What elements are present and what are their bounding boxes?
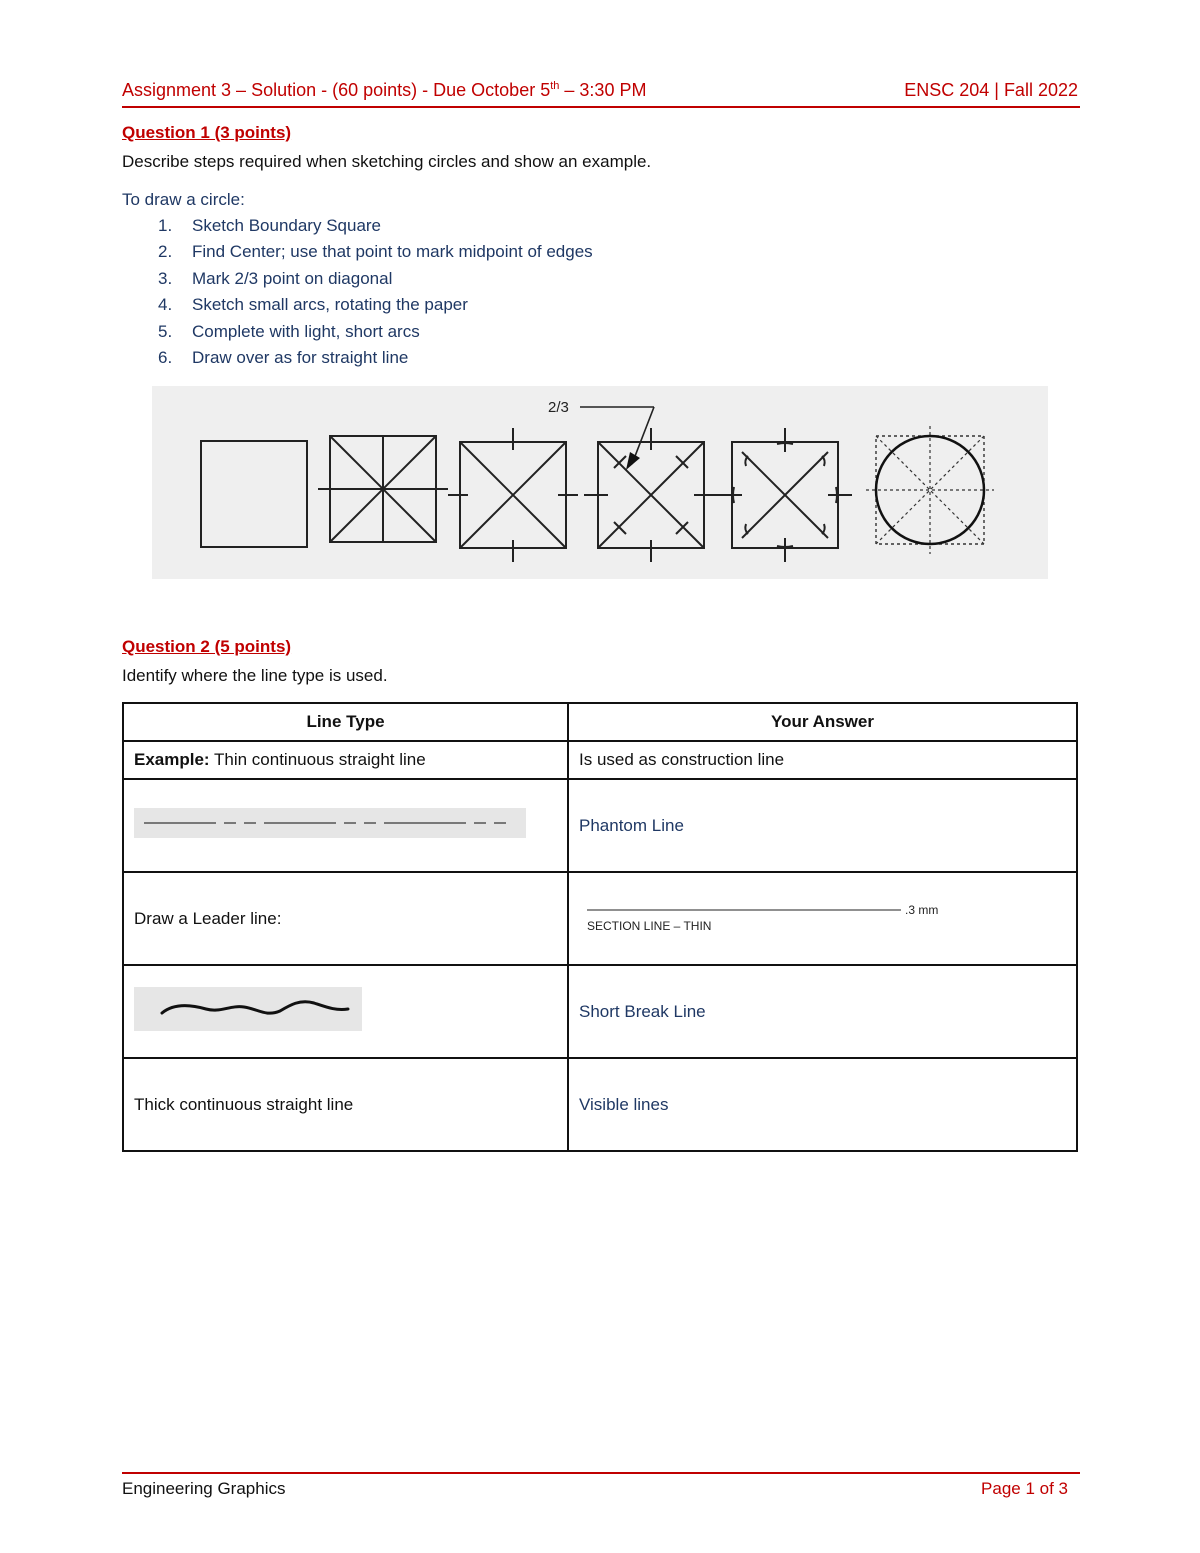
header-rule (122, 106, 1080, 108)
footer-page-number: Page 1 of 3 (981, 1479, 1068, 1498)
list-item (150, 348, 593, 374)
q1-title: Question 1 (3 points) (122, 123, 292, 142)
q1-description: Describe steps required when sketching circles and show an example. (122, 152, 652, 171)
section-line-dimension: .3 mm (905, 903, 939, 917)
footer-rule (122, 1472, 1080, 1474)
q1-intro: To draw a circle: (122, 190, 245, 209)
step-number: 1. (158, 216, 173, 235)
q2-title: Question 2 (5 points) (122, 637, 292, 656)
example-label: Example: (134, 750, 210, 769)
phantom-line-sample (134, 808, 526, 838)
visible-lines-answer: Visible lines (568, 1058, 1077, 1151)
list-item (150, 269, 593, 295)
table-row (123, 779, 1077, 872)
figure-label-two-thirds: 2/3 (548, 399, 569, 416)
step-text: Mark 2/3 point on diagonal (192, 268, 393, 288)
line-types-table (122, 702, 1078, 1152)
column-header-line-type: Line Type (123, 703, 568, 741)
example-line-type-cell (123, 741, 568, 779)
step-text: Sketch Boundary Square (192, 216, 382, 235)
step-number: 2. (158, 242, 173, 262)
list-item (150, 322, 593, 348)
circle-sketch-figure (152, 386, 1048, 579)
section-line-label: SECTION LINE – THIN (587, 919, 712, 933)
leader-line-answer-cell (568, 872, 1077, 965)
footer-course-name: Engineering Graphics (122, 1479, 286, 1498)
table-row (123, 965, 1077, 1058)
table-row (123, 741, 1077, 779)
q1-steps-list (150, 216, 593, 374)
table-row (123, 1058, 1077, 1151)
header-title-tail: – 3:30 PM (559, 80, 647, 100)
step-number: 3. (158, 268, 173, 288)
short-break-sample-cell (123, 965, 568, 1058)
list-item (150, 216, 593, 242)
phantom-line-sample-cell (123, 779, 568, 872)
table-header-row (123, 703, 1077, 741)
phantom-line-answer: Phantom Line (568, 779, 1077, 872)
short-break-line-sample (134, 987, 362, 1031)
step-number: 4. (158, 295, 173, 315)
example-line-type: Thin continuous straight line (209, 750, 426, 769)
header-title-sup: th (550, 80, 560, 92)
example-answer-cell: Is used as construction line (568, 741, 1077, 779)
header-course: ENSC 204 | Fall 2022 (904, 80, 1078, 100)
leader-line-prompt: Draw a Leader line: (123, 872, 568, 965)
header-title-main: Assignment 3 – Solution - (60 points) - Due October 5 (122, 80, 551, 100)
step-text: Sketch small arcs, rotating the paper (192, 295, 468, 315)
list-item (150, 295, 593, 321)
column-header-your-answer: Your Answer (568, 703, 1077, 741)
step-number: 5. (158, 321, 173, 341)
q2-description: Identify where the line type is used. (122, 666, 388, 685)
thick-line-type: Thick continuous straight line (123, 1058, 568, 1151)
short-break-line-answer: Short Break Line (568, 965, 1077, 1058)
list-item (150, 242, 593, 268)
step-number: 6. (158, 347, 173, 367)
page-header (122, 80, 1078, 108)
header-assignment-title (122, 80, 646, 101)
step-text: Draw over as for straight line (192, 347, 409, 367)
step-text: Find Center; use that point to mark midpoint of edges (192, 242, 593, 262)
circle-sketch-steps-illustration (152, 386, 1048, 579)
step-text: Complete with light, short arcs (192, 321, 420, 341)
table-row (123, 872, 1077, 965)
section-line-thin-sample (579, 896, 959, 936)
